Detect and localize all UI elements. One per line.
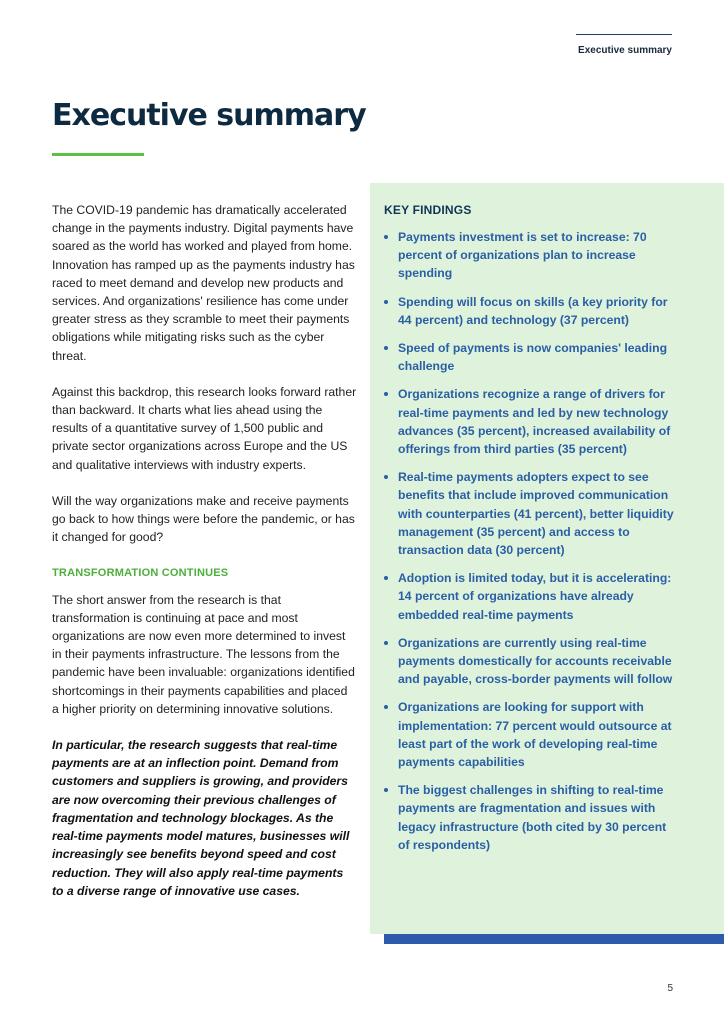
key-findings-panel (370, 183, 724, 934)
bullet-icon (384, 392, 388, 396)
finding-item: Organizations are currently using real-time payments domestically for accounts receivable and payable, cross-border payments will follow (384, 634, 674, 689)
running-head: Executive summary (578, 45, 672, 56)
title-accent-rule (52, 153, 144, 156)
backdrop-paragraph: Against this backdrop, this research looks forward rather than backward. It charts what lies ahead using the results of a quantitative survey of 1,500 public and private sector organizations across Europe and the US and qualitative interviews with industry experts. (52, 384, 357, 472)
page-number: 5 (667, 983, 673, 994)
finding-item: Speed of payments is now companies' leading challenge (384, 339, 674, 375)
key-findings-heading: KEY FINDINGS (384, 203, 472, 217)
finding-item: Spending will focus on skills (a key priority for 44 percent) and technology (37 percent) (384, 293, 674, 329)
bullet-icon (384, 705, 388, 709)
header-rule (576, 34, 672, 35)
bullet-icon (384, 788, 388, 792)
bullet-icon (384, 576, 388, 580)
finding-item: Real-time payments adopters expect to see benefits that include improved communication with counterparties (41 percent), better liquidity management (35 percent) and access to transaction data (30 percent) (384, 468, 674, 559)
bullet-icon (384, 641, 388, 645)
key-findings-list (384, 228, 674, 864)
bullet-icon (384, 346, 388, 350)
question-paragraph: Will the way organizations make and receive payments go back to how things were before the pandemic, or has it changed for good? (52, 493, 355, 545)
findings-footer-bar (384, 934, 724, 944)
finding-item: Adoption is limited today, but it is accelerating: 14 percent of organizations have already embedded real-time payments (384, 569, 674, 624)
bullet-icon (384, 300, 388, 304)
bullet-icon (384, 475, 388, 479)
section-heading: TRANSFORMATION CONTINUES (52, 567, 229, 580)
emphasis-paragraph: In particular, the research suggests that real-time payments are at an inflection point. Demand from customers and suppliers is growing, and providers are now overcoming their previous challenges of fragmentation and technology blockages. As the real-time payments model matures, businesses will increasingly see benefits beyond speed and cost reduction. They will also apply real-time payments to a diverse range of innovative use cases. (52, 738, 350, 898)
body-column (52, 201, 357, 918)
bullet-icon (384, 235, 388, 239)
intro-paragraph: The COVID-19 pandemic has dramatically accelerated change in the payments industry. Digital payments have soared as the world has worked and played from home. Innovation has ramped up as the payments industry has raced to meet demand and develop new products and services. And organizations' resilience has come under greater stress as they scramble to meet their payments obligations while mitigating risks such as the cyber threat. (52, 203, 355, 363)
finding-item: Organizations are looking for support with implementation: 77 percent would outsource at least part of the work of developing real-time payments capabilities (384, 698, 674, 771)
section-paragraph: The short answer from the research is that transformation is continuing at pace and most organizations are now even more determined to invest in their payments infrastructure. The lessons from the pandemic have been invaluable: organizations identified shortcomings in their payments capabilities and placed a higher priority on determining innovative solutions. (52, 592, 355, 716)
finding-item: Payments investment is set to increase: 70 percent of organizations plan to increase spending (384, 228, 674, 283)
finding-item: Organizations recognize a range of drivers for real-time payments and led by new technology advances (35 percent), increased availability of offerings from third parties (35 percent) (384, 385, 674, 458)
page-title: Executive summary (52, 98, 366, 133)
finding-item: The biggest challenges in shifting to real-time payments are fragmentation and issues with legacy infrastructure (both cited by 30 percent of respondents) (384, 781, 674, 854)
